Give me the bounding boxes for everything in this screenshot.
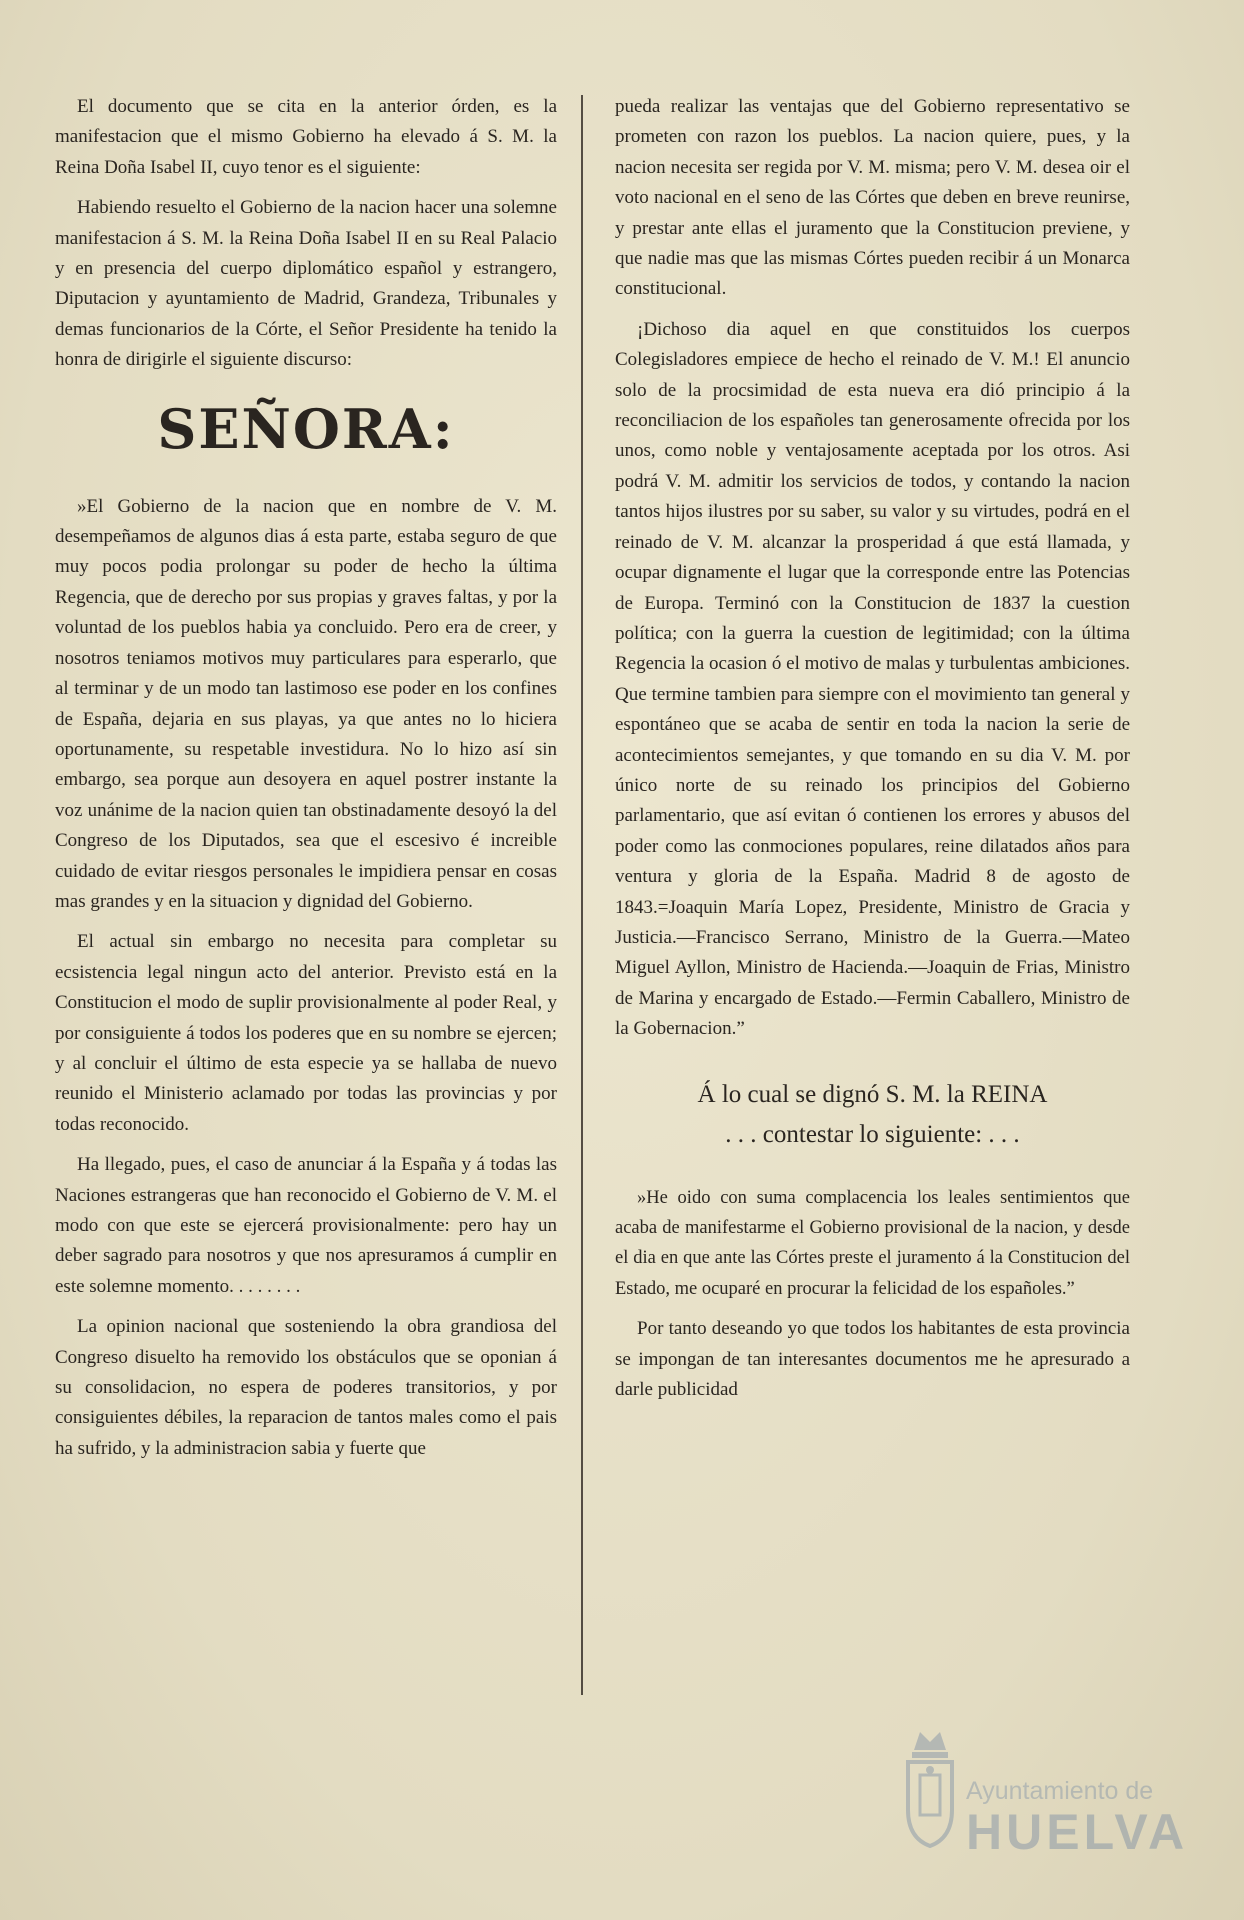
speech-heading: SEÑORA: xyxy=(157,396,455,461)
reply-heading-line: . . . contestar lo siguiente: . . . xyxy=(725,1120,1020,1148)
right-column xyxy=(615,92,1130,1415)
watermark-line: Ayuntamiento de xyxy=(966,1777,1154,1805)
paragraph: ¡Dichoso dia aquel en que constituidos los cuerpos Colegisladores empiece de hecho el reinado de V. M.! El anuncio solo de la procsimidad de esta nueva era dió principio á la reconciliacion de los españoles tan generosamente ofrecida por los unos, como noble y ventajosamente aceptada por los otros. Asi podrá V. M. admitir los servicios de todos, y contando la nacion tantos hijos ilustres por su saber, su valor y su virtudes, podrá en el reinado de V. M. alcanzar la prosperidad á que está llamada, y ocupar dignamente el lugar que la corresponde entre las Potencias de Europa. Terminó con la Constitucion de 1837 la cuestion política; con la guerra la cuestion de legitimidad; con la última Regencia la ocasion ó el motivo de malas y turbulentas ambiciones. Que termine tambien para siempre con el movimiento tan general y espontáneo que se acaba de sentir en toda la nacion la serie de acontecimientos semejantes, y que tomando en su dia V. M. por único norte de su reinado los principios del Gobierno parlamentario, que así evitan ó contienen los errores y abusos del poder como las conmociones populares, reine dilatados años para ventura y gloria de la España. Madrid 8 de agosto de 1843.=Joaquin María Lopez, Presidente, Ministro de Gracia y Justicia.—Francisco Serrano, Ministro de la Guerra.—Mateo Miguel Ayllon, Ministro de Hacienda.—Joaquin de Frias, Ministro de Marina y encargado de Estado.—Fermin Caballero, Ministro de la Gobernacion.” xyxy=(615,318,1130,1040)
queen-reply: »He oido con suma complacencia los leales sentimientos que acaba de manifestarme el Gobierno provisional de la nacion, y desde el dia en que ante las Córtes preste el juramento á la Constitucion del Estado, me ocuparé en procurar la felicidad de los españoles.” xyxy=(615,1187,1130,1299)
paragraph: El documento que se cita en la anterior órden, es la manifestacion que el mismo Gobierno ha elevado á S. M. la Reina Doña Isabel II, cuyo tenor es el siguiente: xyxy=(55,96,557,178)
coat-of-arms-icon xyxy=(900,1720,960,1850)
reply-heading xyxy=(615,1075,1130,1155)
paragraph: »El Gobierno de la nacion que en nombre de V. M. desempeñamos de algunos dias á esta parte, estaba seguro de que muy pocos podia prolongar su poder de hecho la última Regencia, que de derecho por sus propias y graves faltas, y por la voluntad de los pueblos habia ya concluido. Pero era de creer, y nosotros teniamos motivos muy particulares para esperarlo, que al terminar y de un modo tan lastimoso ese poder en los confines de España, dejaria en sus playas, ya que antes no lo hiciera oportunamente, su respetable investidura. No lo hizo así sin embargo, sea porque aun desoyera en aquel postrer instante la voz unánime de la nacion quien tan obstinadamente desoyó la del Congreso de los Diputados, sea que el escesivo é increible cuidado de evitar riesgos personales le impidiera pensar en cosas mas grandes y en la situacion y dignidad del Gobierno. xyxy=(55,495,557,912)
paragraph: Por tanto deseando yo que todos los habitantes de esta provincia se impongan de tan interesantes documentos me he apresurado a darle publicidad xyxy=(615,1318,1130,1401)
watermark-line: HUELVA xyxy=(966,1804,1189,1860)
watermark xyxy=(900,1700,1200,1870)
paragraph: Habiendo resuelto el Gobierno de la nacion hacer una solemne manifestacion á S. M. la Reina Doña Isabel II en su Real Palacio y en presencia del cuerpo diplomático español y estrangero, Diputacion y ayuntamiento de Madrid, Grandeza, Tribunales y demas funcionarios de la Córte, el Señor Presidente ha tenido la honra de dirigirle el siguiente discurso: xyxy=(55,197,557,371)
paragraph: Ha llegado, pues, el caso de anunciar á la España y á todas las Naciones estrangeras que han reconocido el Gobierno de V. M. el modo con que este se ejercerá provisionalmente: pero hay un deber sagrado para nosotros y que nos apresuramos á cumplir en este solemne momento. . . . . . . . xyxy=(55,1154,557,1297)
paragraph: pueda realizar las ventajas que del Gobierno representativo se prometen con razon los pueblos. La nacion quiere, pues, y la nacion necesita ser regida por V. M. misma; pero V. M. desea oir el voto nacional en el seno de las Córtes que deben en breve reunirse, y prestar ante ellas el juramento que la Constitucion previene, y que nadie mas que las mismas Córtes pueden recibir á un Monarca constitucional. xyxy=(615,96,1130,300)
reply-heading-line: Á lo cual se dignó S. M. la REINA xyxy=(697,1080,1048,1108)
paragraph: La opinion nacional que sosteniendo la obra grandiosa del Congreso disuelto ha removido los obstáculos que se oponian á su consolidacion, no espera de poderes transitorios, y por consiguientes débiles, la reparacion de tantos males como el pais ha sufrido, y la administracion sabia y fuerte que xyxy=(55,1316,557,1459)
left-column xyxy=(55,92,557,1474)
column-divider xyxy=(581,95,583,1695)
paragraph: El actual sin embargo no necesita para completar su ecsistencia legal ningun acto del anterior. Previsto está en la Constitucion el modo de suplir provisionalmente al poder Real, y por consiguiente á todos los poderes que en su nombre se ejercen; y al concluir el último de esta especie ya se hallaba de nuevo reunido el Ministerio aclamado por todas las provincias y por todas reconocido. xyxy=(55,931,557,1135)
